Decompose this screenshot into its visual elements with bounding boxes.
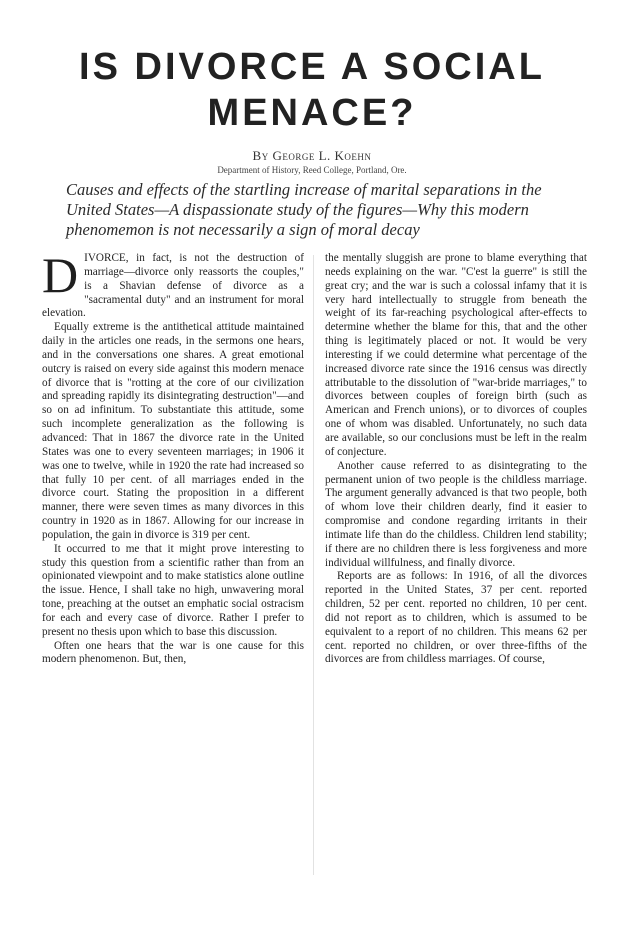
paragraph [42,247,304,321]
title-line-2: MENACE? [207,92,417,134]
drop-cap: D [42,247,79,303]
article-title [40,44,584,136]
paragraph: Often one hears that the war is one cause for this modern phenomenon. But, then, [42,639,304,666]
paragraph: Reports are as follows: In 1916, of all the divorces reported in the United States, 37 per cent. reported children, 52 per cent. reported no children, 10 per cent. did not report as to children, which is assumed to be equivalent to a report of no children. This means 62 per cent. reported no children, or over three-fifths of the divorces are from childless marriages. Of course, [325,570,587,666]
paragraph: the mentally sluggish are prone to blame everything that needs explaining on the war. "C'est la guerre" is still the great cry; and the war is such a colossal infamy that it is very hard intellectually to struggle from beneath the weight of its far-reaching psychological after-effects to determine whether the blame for this, that and the other thing is legitimately placed or not. It would be very interesting if we could determine what percentage of the increased divorce rate since the 1916 census was directly attributable to the dissolution of "war-bride marriages," to divorces between couples of foreign birth (such as American and French unions), or to divorces of couples one of whom was disabled. Unfortunately, no such data are available, so our conclusions must be left in the realm of conjecture. [325,252,587,458]
paragraph-text: IVORCE, in fact, is not the destruction of marriage—divorce only reassorts the couples," is a Shavian defense of divorce as a "sacramental duty" and an instrument for moral elevation. [42,252,304,320]
right-column [325,252,587,667]
byline: By George L. Koehn [252,148,372,163]
author-affiliation: Department of History, Reed College, Portland, Ore. [217,165,407,175]
paragraph: Equally extreme is the antithetical attitude maintained daily in the articles one reads, in the sermons one hears, and in the conversations one shares. A great emotional outcry is raised on every side against this modern menace of divorce that is "rotting at the core of our civilization and spreading rapidly its disintegrating destruction"—and so on ad infinitum. To substantiate this attitude, some such incomplete generalization as the following is advanced: That in 1867 the divorce rate in the United States was one to every seventeen marriages; in 1906 it was one to twelve, while in 1920 the rate had increased so that fully 10 per cent. of all marriages ended in the divorce court. Stating the proposition in a different manner, there were seven times as many divorces in this country in 1920 as in 1867. Allowing for our increase in population, the gain in divorce is 319 per cent. [42,321,304,541]
paragraph: It occurred to me that it might prove interesting to study this question from a scientific rather than from an opinionated viewpoint and to make statistics alone outline the issue. Hence, I shall take no high, unwavering moral tone, preaching at the outset an emphatic social ostracism for each and every case of divorce. Rather I prefer to present no thesis upon which to base this discussion. [42,542,304,638]
column-divider [313,255,314,875]
article-subtitle: Causes and effects of the startling increase of marital separations in the United States—A dispassionate study of the figures—Why this modern phenomemon is not necessarily a sign of moral decay [66,180,542,239]
title-line-1: IS DIVORCE A SOCIAL [79,46,545,88]
left-column [42,247,304,667]
paragraph: Another cause referred to as disintegrating to the permanent union of two people is the childless marriage. The argument generally advanced is that two people, both of whom love their children dearly, find it easier to compromise and condone regarding irritants in their intimate life than do the childless. Children lend stability; if there are no children there is less forgiveness and more individual willfulness, and finally divorce. [325,459,587,569]
